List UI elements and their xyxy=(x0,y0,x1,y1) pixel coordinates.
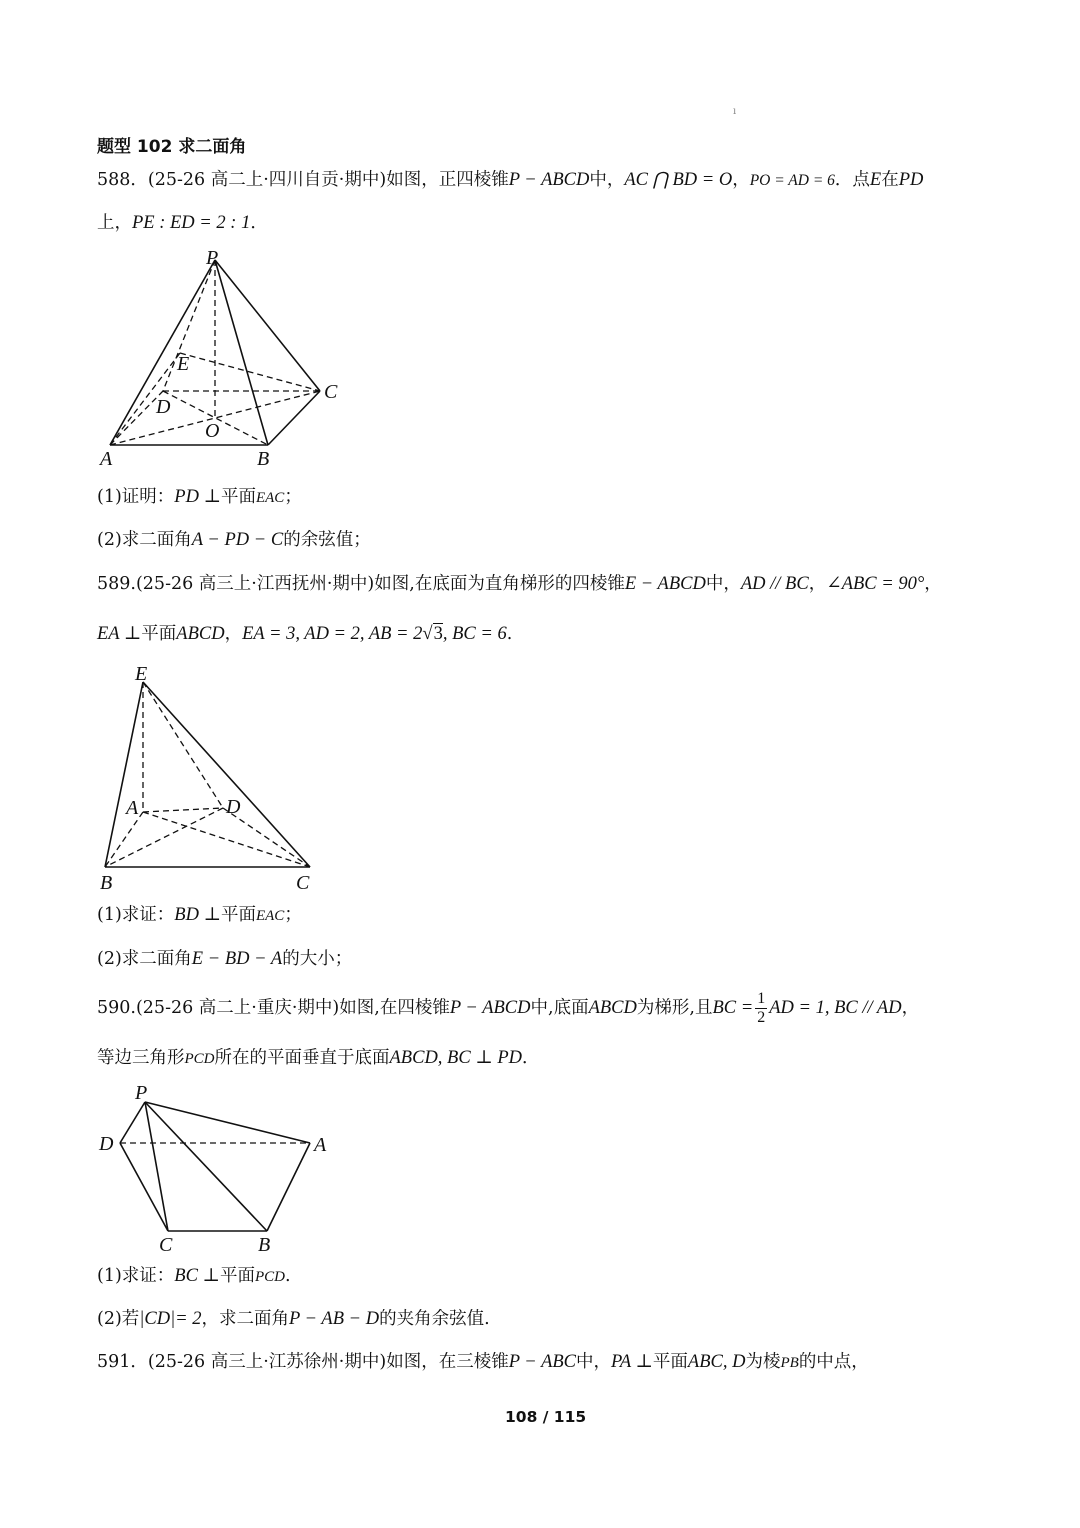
stem-text: 上， xyxy=(97,213,132,233)
math-expr: EAC xyxy=(255,908,285,924)
math-expr: BC = xyxy=(712,998,754,1018)
math-expr: AD // BC xyxy=(740,574,809,594)
stem-text: 中， xyxy=(705,574,741,594)
stem-text: 为梯形,且 xyxy=(636,998,713,1018)
problem-source: (25-26 高三上·江苏徐州·期中) xyxy=(147,1352,387,1372)
vertex-label-B: B xyxy=(258,1234,271,1255)
math-expr: ABCD xyxy=(588,998,637,1018)
vertex-label-A: A xyxy=(126,797,139,819)
stem-text: ； xyxy=(284,487,302,507)
math-expr: ABCD, BC ⊥ PD xyxy=(389,1048,522,1068)
problem-590-line2 xyxy=(97,1046,540,1071)
problem-589-line1 xyxy=(97,572,942,596)
problem-590-line1 xyxy=(97,988,919,1028)
problem-589-line2 xyxy=(97,622,512,646)
math-expr: E − ABCD xyxy=(624,574,706,594)
problem-588-q2 xyxy=(97,528,371,552)
stem-text: ， xyxy=(901,998,920,1018)
problem-number: 588． xyxy=(97,170,148,190)
fraction-numerator: 1 xyxy=(757,990,766,1007)
problem-588-line1 xyxy=(97,168,923,193)
vertex-label-A: A xyxy=(314,1134,327,1156)
problem-source: (25-26 高三上·江西抚州·期中) xyxy=(135,574,375,594)
pyramid-figure-588 xyxy=(95,245,355,475)
vertex-label-C: C xyxy=(159,1234,173,1255)
math-expr: PB xyxy=(780,1355,799,1371)
problem-590-q1 xyxy=(97,1264,291,1289)
math-expr: |CD|= 2 xyxy=(139,1309,202,1329)
math-expr: PD ⊥ xyxy=(174,487,221,507)
math-expr: P − ABCD xyxy=(508,170,590,190)
math-expr: EA = 3, AD = 2, AB = 2 xyxy=(242,624,423,644)
question-prefix: (1)求证： xyxy=(97,1266,175,1286)
stem-text: . xyxy=(284,1266,291,1286)
stem-text: ， xyxy=(924,574,942,594)
problem-source: (25-26 高二上·四川自贡·期中) xyxy=(147,170,387,190)
math-expr: AC ⋂ BD = O xyxy=(624,170,733,190)
vertex-label-P: P xyxy=(135,1082,148,1104)
sqrt-sign: √ xyxy=(422,624,433,644)
math-expr: P − AB − D xyxy=(289,1309,380,1329)
question-prefix: (1)证明： xyxy=(97,487,175,507)
stem-text: 中， xyxy=(576,1352,612,1372)
math-expr: PCD xyxy=(184,1051,215,1067)
stem-text: 在 xyxy=(881,170,899,190)
stem-text: 如图，在三棱锥 xyxy=(386,1352,509,1372)
vertex-label-B: B xyxy=(257,448,270,470)
vertex-label-B: B xyxy=(100,872,113,894)
math-expr: BD ⊥ xyxy=(174,905,221,925)
stem-text: ； xyxy=(284,905,302,925)
stem-text: 的大小； xyxy=(282,949,353,969)
math-expr: PE : ED = 2 : 1 xyxy=(132,213,251,233)
math-expr: AD = 1, BC // AD xyxy=(769,998,902,1018)
stem-text: ． xyxy=(250,213,268,233)
margin-tick: ı xyxy=(733,106,737,117)
vertex-label-C: C xyxy=(296,872,310,894)
vertex-label-D: D xyxy=(226,796,241,818)
math-expr: BC ⊥ xyxy=(174,1266,220,1286)
math-expr: PO = AD = 6 xyxy=(749,172,835,189)
problem-589-q2 xyxy=(97,947,352,971)
vertex-label-P: P xyxy=(206,247,219,269)
vertex-label-A: A xyxy=(100,448,113,470)
question-prefix: (2)若 xyxy=(97,1309,140,1329)
math-expr: PD xyxy=(898,170,924,190)
vertex-label-E: E xyxy=(135,663,148,685)
math-expr: EAC xyxy=(255,490,285,506)
math-expr: ∠ABC = 90° xyxy=(826,574,925,594)
vertex-label-D: D xyxy=(99,1133,114,1155)
problem-591-line1 xyxy=(97,1350,869,1375)
stem-text: 平面 xyxy=(652,1352,688,1372)
page-number: 108 / 115 xyxy=(505,1408,587,1426)
vertex-label-C: C xyxy=(324,381,338,403)
stem-text: 平面 xyxy=(219,1266,255,1286)
problem-number: 591． xyxy=(97,1352,148,1372)
stem-text: 中， xyxy=(589,170,625,190)
math-expr: PA ⊥ xyxy=(611,1352,653,1372)
math-expr: A − PD − C xyxy=(191,530,284,550)
stem-text: 的余弦值； xyxy=(283,530,371,550)
stem-text: ，求二面角 xyxy=(201,1309,290,1329)
stem-text: 如图,在底面为直角梯形的四棱锥 xyxy=(374,574,625,594)
stem-text: ， xyxy=(224,624,243,644)
section-heading: 题型 102 求二面角 xyxy=(97,137,247,157)
stem-text: 等边三角形 xyxy=(97,1048,185,1068)
pyramid-figure-589 xyxy=(95,660,335,895)
stem-text: ， xyxy=(808,574,827,594)
vertex-label-E: E xyxy=(177,353,190,375)
problem-number: 590. xyxy=(97,998,136,1018)
math-expr: E xyxy=(869,170,882,190)
stem-text: 平面 xyxy=(220,905,256,925)
pyramid-figure-590 xyxy=(95,1075,345,1255)
fraction-denominator: 2 xyxy=(757,1009,766,1026)
math-expr: EA ⊥ xyxy=(97,624,142,644)
sqrt-radicand: 3 xyxy=(433,624,443,644)
math-expr: P − ABCD xyxy=(449,998,531,1018)
math-expr: ABCD xyxy=(176,624,225,644)
math-expr: PCD xyxy=(254,1269,285,1285)
stem-text: ．点 xyxy=(834,170,870,190)
stem-text: ， xyxy=(732,170,750,190)
fraction-half xyxy=(755,990,767,1027)
stem-text: 中,底面 xyxy=(530,998,589,1018)
problem-source: (25-26 高二上·重庆·期中) xyxy=(135,998,340,1018)
stem-text: 平面 xyxy=(141,624,177,644)
stem-text: ． xyxy=(522,1048,540,1068)
math-expr: P − ABC xyxy=(508,1352,577,1372)
math-expr: ABC, D xyxy=(687,1352,746,1372)
stem-text: 如图，正四棱锥 xyxy=(386,170,509,190)
stem-text: 为棱 xyxy=(745,1352,781,1372)
stem-text: 的夹角余弦值. xyxy=(379,1309,490,1329)
question-prefix: (1)求证： xyxy=(97,905,175,925)
stem-text: 所在的平面垂直于底面 xyxy=(214,1048,390,1068)
vertex-label-O: O xyxy=(205,420,220,442)
math-expr: E − BD − A xyxy=(191,949,283,969)
question-prefix: (2)求二面角 xyxy=(97,530,192,550)
stem-text: . xyxy=(506,624,513,644)
vertex-label-D: D xyxy=(156,396,171,418)
problem-590-q2 xyxy=(97,1307,490,1331)
problem-588-q1 xyxy=(97,485,302,510)
stem-text: 的中点， xyxy=(798,1352,869,1372)
problem-589-q1 xyxy=(97,903,302,928)
math-expr: , BC = 6 xyxy=(442,624,507,644)
problem-number: 589. xyxy=(97,574,136,594)
problem-588-line2 xyxy=(97,211,268,235)
stem-text: 平面 xyxy=(220,487,256,507)
question-prefix: (2)求二面角 xyxy=(97,949,192,969)
stem-text: 如图,在四棱锥 xyxy=(339,998,450,1018)
